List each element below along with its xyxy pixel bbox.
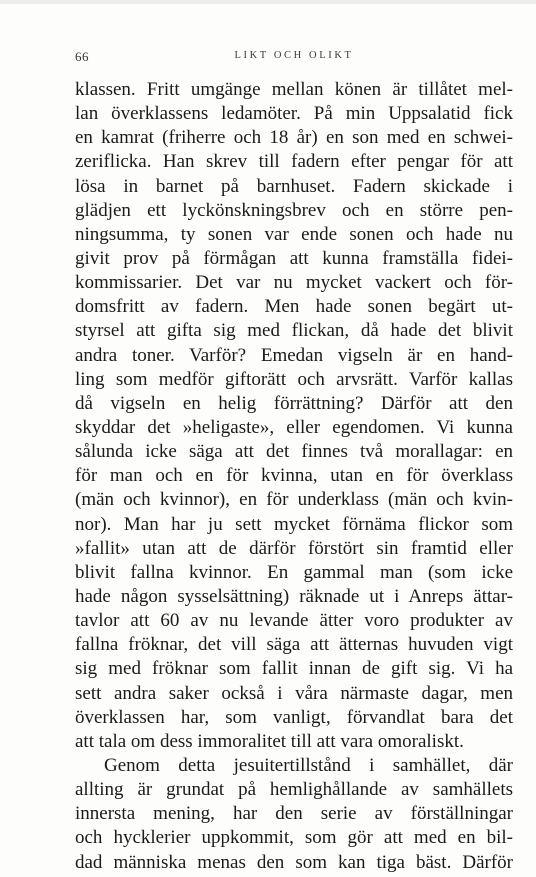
running-title: LIKT OCH OLIKT: [234, 50, 354, 61]
text-line: klassen. Fritt umgänge mellan könen är tillåtet mel-: [75, 79, 513, 100]
text-line: innersta mening, har den serie av förställningar: [75, 803, 513, 825]
paragraph: [75, 754, 513, 875]
text-line: nor). Man har ju sett mycket förnäma flickor som: [75, 513, 513, 535]
text-line: zeriflicka. Han skrev till fadern efter pengar för att: [75, 151, 513, 173]
text-line: Genom detta jesuitertillstånd i samhället, där: [104, 754, 513, 776]
text-line: tavlor att 60 av nu levande ätter voro produkter av: [75, 610, 513, 632]
text-line: kommissarier. Det var nu mycket vackert och för-: [75, 272, 513, 294]
text-line: allting är grundat på hemlighållande av samhällets: [75, 779, 513, 801]
text-line: sett andra saker också i våra närmaste dagar, men: [75, 682, 513, 704]
text-line: fallna fröknar, det vill säga att ätternas huvuden vigt: [75, 634, 513, 656]
text-line: skyddar det »heligaste», eller egendomen. Vi kunna: [75, 416, 513, 438]
text-line: lan överklassens ledamöter. På min Uppsalatid fick: [75, 103, 513, 125]
text-line: givit prov på förmågan att kunna framställa fidei-: [75, 247, 513, 269]
body-text: [75, 78, 513, 875]
text-line: då vigseln en helig förrättning? Därför att den: [75, 392, 513, 414]
text-line: dad människa menas den som kan tiga bäst. Därför: [75, 851, 513, 873]
text-line: sålunda icke säga att det finnes två morallagar: en: [75, 441, 513, 463]
text-line: överklassen har, som vanligt, förvandlat bara det: [75, 706, 513, 728]
top-edge-shadow: [0, 0, 536, 4]
page-header: [75, 49, 513, 67]
text-line: för man och en för kvinna, utan en för överklass: [75, 465, 513, 487]
text-line: (män och kvinnor), en för underklass (män och kvin-: [75, 489, 513, 511]
text-line: blivit fallna kvinnor. En gammal man (som icke: [75, 561, 513, 583]
text-line: domsfritt av fadern. Men hade sonen begärt ut-: [75, 296, 513, 318]
text-line: ningsumma, ty sonen var ende sonen och hade nu: [75, 223, 513, 245]
text-line: sig med fröknar som fallit innan de gift sig. Vi ha: [75, 658, 513, 680]
text-line: andra toner. Varför? Emedan vigseln är en hand-: [75, 344, 513, 366]
text-line: att tala om dess immoralitet till att vara omoraliskt.: [75, 730, 464, 752]
text-line: hade någon sysselsättning) räknade ut i Anreps ättar-: [75, 585, 513, 607]
paragraph: [75, 78, 513, 754]
text-line: glädjen ett lyckönskningsbrev och en större pen-: [75, 199, 513, 221]
text-line: en kamrat (friherre och 18 år) en son med en schwei-: [75, 127, 513, 149]
text-line: lösa in barnet på barnhuset. Fadern skickade i: [75, 175, 513, 197]
text-line: styrsel att gifta sig med flickan, då hade det blivit: [75, 320, 513, 342]
text-line: ling som medför giftorätt och arvsrätt. Varför kallas: [75, 368, 513, 390]
text-line: »fallit» utan att de därför förstört sin framtid eller: [75, 537, 513, 559]
page-number: 66: [75, 49, 89, 64]
text-line: och hycklerier uppkommit, som gör att med en bil-: [75, 827, 513, 849]
